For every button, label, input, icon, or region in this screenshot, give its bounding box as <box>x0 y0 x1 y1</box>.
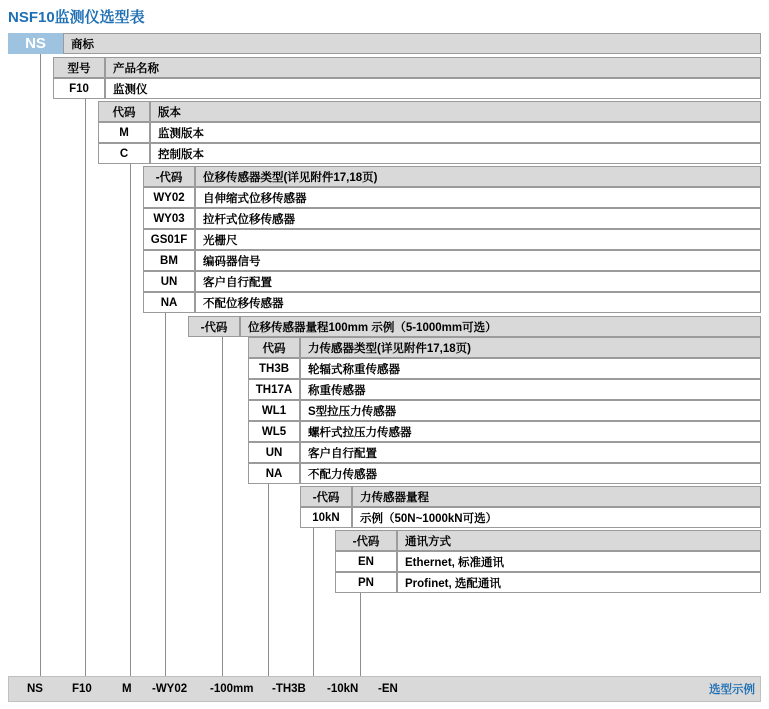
example-note: 选型示例 <box>709 684 755 696</box>
disp-code-1: WY03 <box>143 208 195 229</box>
comm-desc-1: Profinet, 选配通讯 <box>397 572 761 593</box>
disp-code-0: WY02 <box>143 187 195 208</box>
row-force-5 <box>248 463 761 484</box>
comm-header-code: -代码 <box>335 530 397 551</box>
force-code-0: TH3B <box>248 358 300 379</box>
row-force-range-0 <box>300 507 761 528</box>
force-code-1: TH17A <box>248 379 300 400</box>
version-code-1: C <box>98 143 150 164</box>
disp-desc-0: 自伸缩式位移传感器 <box>195 187 761 208</box>
disp-code-5: NA <box>143 292 195 313</box>
example-segment-2: M <box>122 683 132 695</box>
version-desc-0: 监测版本 <box>150 122 761 143</box>
comm-header-desc: 通讯方式 <box>397 530 761 551</box>
force-code-3: WL5 <box>248 421 300 442</box>
connector-line-disp-range <box>222 337 223 676</box>
row-version-1 <box>98 143 761 164</box>
row-version-header <box>98 101 761 122</box>
force-desc-5: 不配力传感器 <box>300 463 761 484</box>
disp-code-2: GS01F <box>143 229 195 250</box>
row-comm-1 <box>335 572 761 593</box>
disp-code-4: UN <box>143 271 195 292</box>
row-model-0 <box>53 78 761 99</box>
force-range-desc-0: 示例（50N~1000kN可选） <box>352 507 761 528</box>
row-version-0 <box>98 122 761 143</box>
row-disp-range-header <box>188 316 761 337</box>
row-force-0 <box>248 358 761 379</box>
force-desc-0: 轮辐式称重传感器 <box>300 358 761 379</box>
page-title: NSF10监测仪选型表 <box>8 9 145 26</box>
row-force-range-header <box>300 486 761 507</box>
force-code-2: WL1 <box>248 400 300 421</box>
disp-range-header-code: -代码 <box>188 316 240 337</box>
connector-line-model <box>85 78 86 676</box>
disp-code-3: BM <box>143 250 195 271</box>
example-segment-6: -10kN <box>327 683 359 695</box>
model-header-desc: 产品名称 <box>105 57 761 78</box>
disp-desc-1: 拉杆式位移传感器 <box>195 208 761 229</box>
row-force-3 <box>248 421 761 442</box>
example-segment-1: F10 <box>72 683 92 695</box>
version-desc-1: 控制版本 <box>150 143 761 164</box>
row-force-1 <box>248 379 761 400</box>
row-disp-2 <box>143 229 761 250</box>
connector-line-brand <box>40 53 41 676</box>
comm-desc-0: Ethernet, 标准通讯 <box>397 551 761 572</box>
brand-label: 商标 <box>63 33 761 54</box>
force-desc-1: 称重传感器 <box>300 379 761 400</box>
force-range-code-0: 10kN <box>300 507 352 528</box>
model-desc-0: 监测仪 <box>105 78 761 99</box>
model-code-0: F10 <box>53 78 105 99</box>
version-header-desc: 版本 <box>150 101 761 122</box>
force-desc-3: 螺杆式拉压力传感器 <box>300 421 761 442</box>
force-code-4: UN <box>248 442 300 463</box>
version-code-0: M <box>98 122 150 143</box>
disp-range-header-desc: 位移传感器量程100mm 示例（5-1000mm可选） <box>240 316 761 337</box>
disp-desc-3: 编码器信号 <box>195 250 761 271</box>
brand-tag: NS <box>8 33 63 54</box>
disp-header-desc: 位移传感器类型(详见附件17,18页) <box>195 166 761 187</box>
example-segment-3: -WY02 <box>152 683 188 695</box>
example-segment-4: -100mm <box>210 683 254 695</box>
row-brand <box>8 33 761 54</box>
row-force-2 <box>248 400 761 421</box>
force-range-header-code: -代码 <box>300 486 352 507</box>
disp-desc-5: 不配位移传感器 <box>195 292 761 313</box>
disp-desc-2: 光栅尺 <box>195 229 761 250</box>
row-model-header <box>53 57 761 78</box>
row-comm-header <box>335 530 761 551</box>
force-range-header-desc: 力传感器量程 <box>352 486 761 507</box>
example-segment-5: -TH3B <box>272 683 306 695</box>
comm-code-0: EN <box>335 551 397 572</box>
row-force-header <box>248 337 761 358</box>
disp-desc-4: 客户自行配置 <box>195 271 761 292</box>
row-disp-header <box>143 166 761 187</box>
force-desc-2: S型拉压力传感器 <box>300 400 761 421</box>
row-disp-5 <box>143 292 761 313</box>
version-header-code: 代码 <box>98 101 150 122</box>
force-header-desc: 力传感器类型(详见附件17,18页) <box>300 337 761 358</box>
connector-line-force-range <box>313 507 314 676</box>
force-desc-4: 客户自行配置 <box>300 442 761 463</box>
comm-code-1: PN <box>335 572 397 593</box>
row-force-4 <box>248 442 761 463</box>
example-segment-7: -EN <box>378 683 398 695</box>
disp-header-code: -代码 <box>143 166 195 187</box>
force-header-code: 代码 <box>248 337 300 358</box>
row-disp-1 <box>143 208 761 229</box>
row-comm-0 <box>335 551 761 572</box>
model-header-code: 型号 <box>53 57 105 78</box>
connector-line-version <box>130 122 131 676</box>
row-disp-4 <box>143 271 761 292</box>
row-disp-0 <box>143 187 761 208</box>
row-disp-3 <box>143 250 761 271</box>
force-code-5: NA <box>248 463 300 484</box>
example-segment-0: NS <box>27 683 43 695</box>
